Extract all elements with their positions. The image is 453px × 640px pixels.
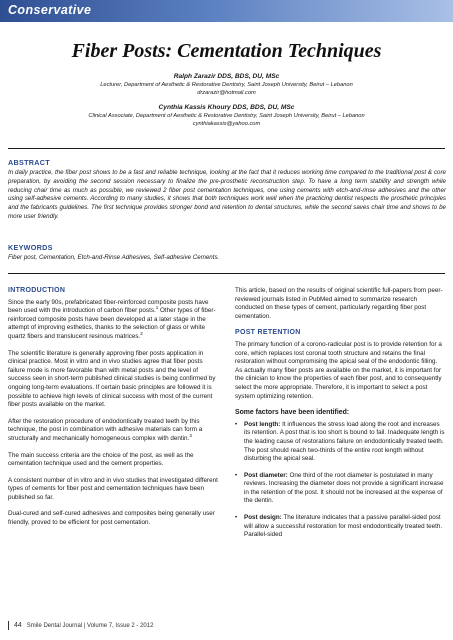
page-footer — [8, 621, 153, 630]
introduction-heading: INTRODUCTION — [8, 287, 66, 294]
journal-info: Smile Dental Journal | Volume 7, Issue 2 - 2012 — [26, 622, 154, 629]
left-column — [8, 287, 219, 536]
list-item: • Post design: The literature indicates that a passive parallel-sided post will allow a successful restoration for most endodontically treated teeth. Parallel-sided — [235, 514, 446, 540]
divider — [8, 148, 445, 149]
paragraph: Since the early 90s, prefabricated fiber-reinforced composite posts have been used with the introduction of carbon fiber posts.$^1$ Other types of fiber-reinforced composite posts have been developed at a later stage in the attempt of improving esthetics, thanks to the selection of glass or white quartz fibers and translucent resinous matrices.$^2$ — [8, 298, 216, 340]
author-name: Ralph Zarazir DDS, BDS, DU, MSc — [173, 73, 280, 80]
section-label: Conservative — [8, 3, 92, 17]
factors-list — [235, 421, 446, 540]
list-item: • Post diameter: One third of the root diameter is postulated in many reviews. Increasing the diameter does not provide a significant increase in the retention of the post. It should not be increased at the expense of the dentin. — [235, 472, 446, 506]
factors-subheading: Some factors have been identified: — [235, 409, 350, 417]
section-banner — [0, 0, 453, 22]
page-number: 44 — [14, 622, 22, 629]
reference-marker: 2 — [140, 330, 143, 336]
reference-marker: 3 — [189, 432, 192, 438]
paragraph: The primary function of a corono-radicular post is to provide retention for a core, which replaces lost coronal tooth structure and retains the final restoration without compromising the apical seal of the endodontic filling. As actually many fiber posts are available on the market, it is important for the clinician to know the properties of each fiber post, and to consequently select the more appropriate. Therefore, it is important to select a post system optimizing retention. — [235, 340, 442, 400]
paragraph: The main success criteria are the choice of the post, as well as the cementation technique used and the cement properties. — [8, 451, 194, 468]
abstract-heading: ABSTRACT — [8, 158, 50, 167]
list-item: • Post length: It influences the stress load along the root and increases its retention. A post that is too short is bound to fail. Inadequate length is the leading cause of restorations failure on endodontically treated teeth. The post should reach two-thirds of the entire root length without disturbing the apical seal. — [235, 421, 446, 464]
paragraph: A consistent number of in vitro and in vivo studies that investigated different types of cements for fiber post and cementation techniques have been published so far. — [8, 476, 218, 501]
abstract-text: In daily practice, the fiber post shows to be a fast and reliable technique, looking at the fact that it reduces working time compared to the traditional post & core preparation, by avoiding the second session necessary to finalize the pre-prosthetic reconstruction step. To have a long term stability and strength while reducing chair time as much as possible, we reviewed 2 fiber post cementation techniques, one using cements with etch-and-rinse adhesives and the other using self-adhesive cements. According to many studies, it shows that both techniques work well when the practicing dentist respects the prosthetic principles and the fabricants guidelines. The first technique provides stronger bond and retention to dental structures, while the second saves chair time and shows to be more user friendly. — [8, 169, 446, 220]
divider — [8, 273, 445, 274]
author-affiliation: Clinical Associate, Department of Aesthetic & Restorative Dentistry, Saint Joseph University, Beirut – Lebanon — [88, 113, 365, 119]
author-email[interactable]: cynthiakassis@yahoo.com — [192, 121, 261, 127]
paragraph: After the restoration procedure of endodontically treated teeth by this technique, the post in combination with adhesive materials can form a structurally and mechanically homogeneous complex with dentin.$^3$ — [8, 417, 203, 442]
author-name: Cynthia Kassis Khoury DDS, BDS, DU, MSc — [158, 104, 295, 111]
right-column — [235, 287, 446, 548]
paragraph: This article, based on the results of original scientific full-papers from peer-reviewed journals listed in PubMed aimed to summarize research conducted on these types of cement, particularly regarding fiber post cementation. — [235, 287, 443, 320]
author-affiliation: Lecturer, Department of Aesthetic & Restorative Dentistry, Saint Joseph University, Beirut – Lebanon — [100, 82, 353, 88]
keywords-heading: KEYWORDS — [8, 243, 53, 252]
article-title: Fiber Posts: Cementation Techniques — [71, 40, 382, 62]
authors-block — [0, 72, 453, 128]
footer-divider — [8, 621, 9, 630]
keywords-text: Fiber post, Cementation, Etch-and-Rinse Adhesives, Self-adhesive Cements. — [8, 254, 220, 261]
post-retention-heading: POST RETENTION — [235, 329, 301, 337]
reference-marker: 1 — [155, 305, 159, 311]
paragraph: Dual-cured and self-cured adhesives and composites being generally user friendly, proved to be efficient for post cementation. — [8, 510, 215, 527]
paragraph: The scientific literature is generally approving fiber posts application in clinical practice. Most in vitro and in vivo studies agree that fiber posts failure mode is more favorable than with metal posts and the level of success seen in short-term published clinical studies is being confirmed by ongoing long-term evaluations. If certain basic principles are followed it is possible to achieve high levels of clinical success with most of the current fiber posts available on the market. — [8, 349, 216, 409]
author-email[interactable]: drzarazir@hotmail.com — [197, 90, 256, 96]
